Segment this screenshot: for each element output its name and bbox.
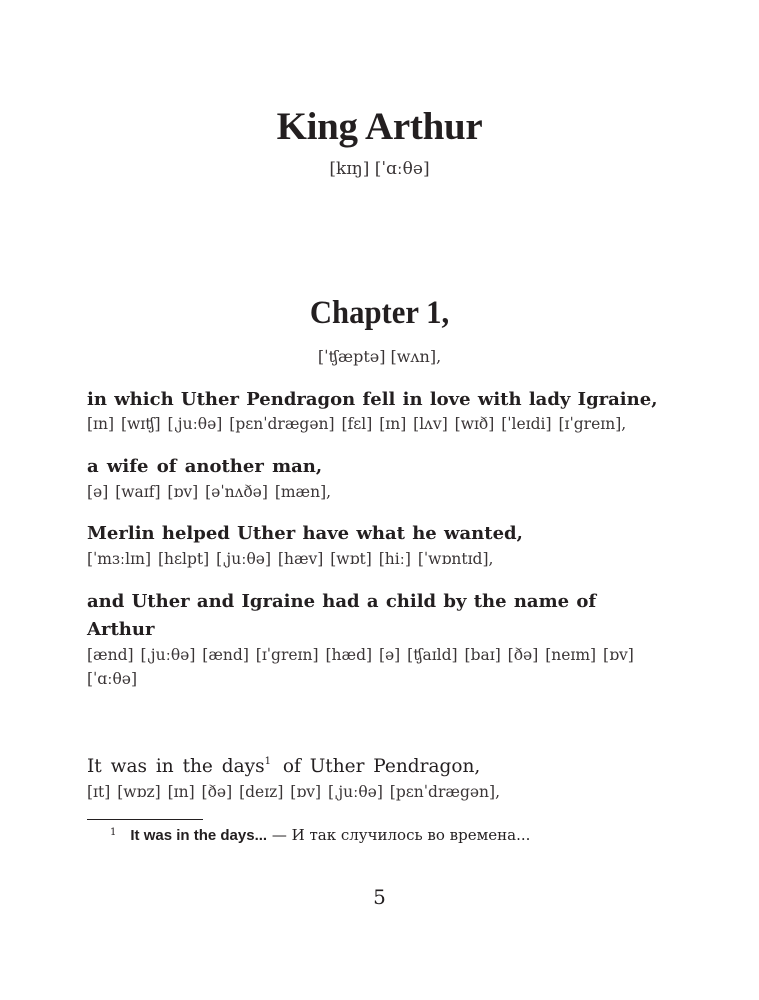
- subtitle-line-4-transcription-continued: [ˈɑːθə]: [87, 670, 138, 688]
- footnote: [110, 826, 530, 844]
- book-title-transcription: [kɪŋ] [ˈɑːθə]: [329, 159, 430, 179]
- footnote-reference: 1: [264, 756, 271, 767]
- subtitle-line-2: a wife of another man,: [87, 456, 323, 477]
- text-line-1-start: It was in the days: [87, 756, 265, 777]
- subtitle-line-3-transcription: [ˈmɜːlɪn] [hɛlpt] [ˌjuːθə] [hæv] [wɒt] [hiː] [ˈwɒntɪd],: [87, 550, 494, 568]
- book-title: King Arthur: [276, 105, 483, 148]
- footnote-divider: [87, 819, 203, 820]
- text-line-1: [87, 756, 480, 777]
- footnote-translation: — И так случилось во времена...: [267, 826, 531, 844]
- chapter-heading-transcription: [ˈʧæptə] [wʌn],: [317, 347, 442, 366]
- footnote-lead: It was in the days...: [130, 827, 268, 844]
- subtitle-line-4-transcription: [ænd] [ˌjuːθə] [ænd] [ɪˈgreɪn] [hæd] [ə] [ʧaɪld] [baɪ] [ðə] [neɪm] [ɒv]: [87, 646, 634, 664]
- text-line-1-transcription: [ɪt] [wɒz] [ɪn] [ðə] [deɪz] [ɒv] [ˌjuːθə] [pɛnˈdrægən],: [87, 783, 501, 801]
- chapter-heading: Chapter 1,: [309, 295, 450, 331]
- subtitle-line-3: Merlin helped Uther have what he wanted,: [87, 523, 523, 544]
- page-number: 5: [373, 885, 386, 909]
- subtitle-line-2-transcription: [ə] [waɪf] [ɒv] [əˈnʌðə] [mæn],: [87, 483, 332, 501]
- subtitle-line-4-continued: Arthur: [87, 619, 155, 640]
- footnote-number: 1: [110, 827, 117, 838]
- text-line-1-end: of Uther Pendragon,: [273, 756, 481, 777]
- subtitle-line-1-transcription: [ɪn] [wɪʧ] [ˌjuːθə] [pɛnˈdrægən] [fɛl] [ɪn] [lʌv] [wɪð] [ˈleɪdi] [ɪˈgreɪn],: [87, 415, 627, 433]
- subtitle-line-1: in which Uther Pendragon fell in love with lady Igraine,: [87, 389, 658, 410]
- subtitle-line-4: and Uther and Igraine had a child by the name of: [87, 591, 597, 612]
